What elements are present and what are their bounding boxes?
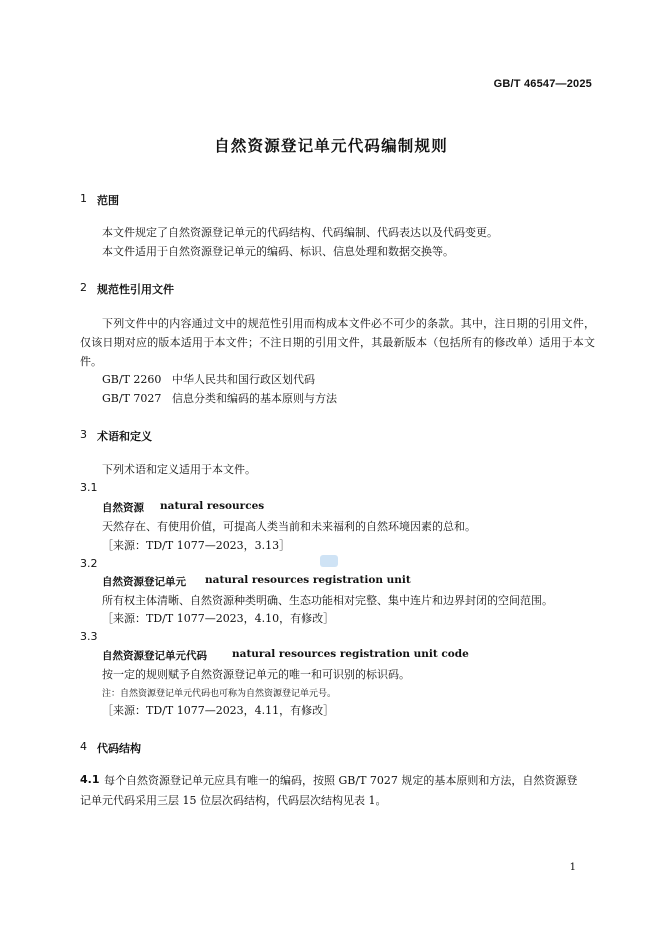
normative-ref-1-code: GB/T 2260 bbox=[102, 373, 162, 386]
term-3-1-definition: 天然存在、有使用价值，可提高人类当前和未来福利的自然环境因素的总和。 bbox=[102, 520, 476, 533]
normative-ref-1-name: 中华人民共和国行政区划代码 bbox=[172, 373, 315, 386]
term-3-2-number: 3.2 bbox=[80, 557, 98, 570]
term-3-3-zh: 自然资源登记单元代码 bbox=[102, 650, 207, 662]
term-3-3-en: natural resources registration unit code bbox=[232, 648, 469, 660]
section-2-number: 2 bbox=[80, 281, 87, 294]
watermark-mark bbox=[320, 555, 338, 567]
document-title: 自然资源登记单元代码编制规则 bbox=[214, 137, 448, 155]
term-3-3-note: 注：自然资源登记单元代码也可称为自然资源登记单元号。 bbox=[102, 689, 337, 699]
normative-ref-2-code: GB/T 7027 bbox=[102, 392, 162, 405]
section-1-para-2: 本文件适用于自然资源登记单元的编码、标识、信息处理和数据交换等。 bbox=[102, 245, 454, 258]
section-3-number: 3 bbox=[80, 428, 87, 441]
term-3-2-en: natural resources registration unit bbox=[205, 574, 411, 586]
term-3-2-source: ［来源：TD/T 1077—2023，4.10，有修改］ bbox=[102, 612, 335, 625]
term-3-1-source: ［来源：TD/T 1077—2023，3.13］ bbox=[102, 539, 291, 552]
page-number: 1 bbox=[569, 862, 576, 873]
section-1-heading: 范围 bbox=[97, 194, 119, 207]
document-id: GB/T 46547—2025 bbox=[493, 78, 592, 90]
term-3-2-definition: 所有权主体清晰、自然资源种类明确、生态功能相对完整、集中连片和边界封闭的空间范围。 bbox=[102, 594, 553, 607]
clause-4-1-line-1: 每个自然资源登记单元应具有唯一的编码，按照 GB/T 7027 规定的基本原则和方法，自然资源登 bbox=[104, 774, 578, 787]
term-3-1-en: natural resources bbox=[160, 500, 265, 512]
section-1-number: 1 bbox=[80, 192, 87, 205]
normative-ref-2-name: 信息分类和编码的基本原则与方法 bbox=[172, 392, 337, 405]
section-2-heading: 规范性引用文件 bbox=[97, 283, 174, 296]
clause-4-1-number: 4.1 bbox=[80, 773, 100, 786]
clause-4-1-line-2: 记单元代码采用三层 15 位层次码结构，代码层次结构见表 1。 bbox=[80, 794, 387, 807]
section-1-para-1: 本文件规定了自然资源登记单元的代码结构、代码编制、代码表达以及代码变更。 bbox=[102, 226, 498, 239]
term-3-3-source: ［来源：TD/T 1077—2023，4.11，有修改］ bbox=[102, 704, 335, 717]
section-3-heading: 术语和定义 bbox=[97, 430, 152, 443]
term-3-1-zh: 自然资源 bbox=[102, 502, 144, 514]
section-3-intro: 下列术语和定义适用于本文件。 bbox=[102, 463, 256, 476]
term-3-3-number: 3.3 bbox=[80, 630, 98, 643]
term-3-2-zh: 自然资源登记单元 bbox=[102, 576, 186, 588]
section-4-number: 4 bbox=[80, 740, 87, 753]
term-3-3-definition: 按一定的规则赋予自然资源登记单元的唯一和可识别的标识码。 bbox=[102, 668, 410, 681]
section-4-heading: 代码结构 bbox=[97, 742, 141, 755]
section-2-para-1: 下列文件中的内容通过文中的规范性引用而构成本文件必不可少的条款。其中，注日期的引用文件，仅该日期对应的版本适用于本文件；不注日期的引用文件，其最新版本（包括所有的修改单）适用于本文件。 bbox=[80, 317, 595, 368]
term-3-1-number: 3.1 bbox=[80, 481, 98, 494]
